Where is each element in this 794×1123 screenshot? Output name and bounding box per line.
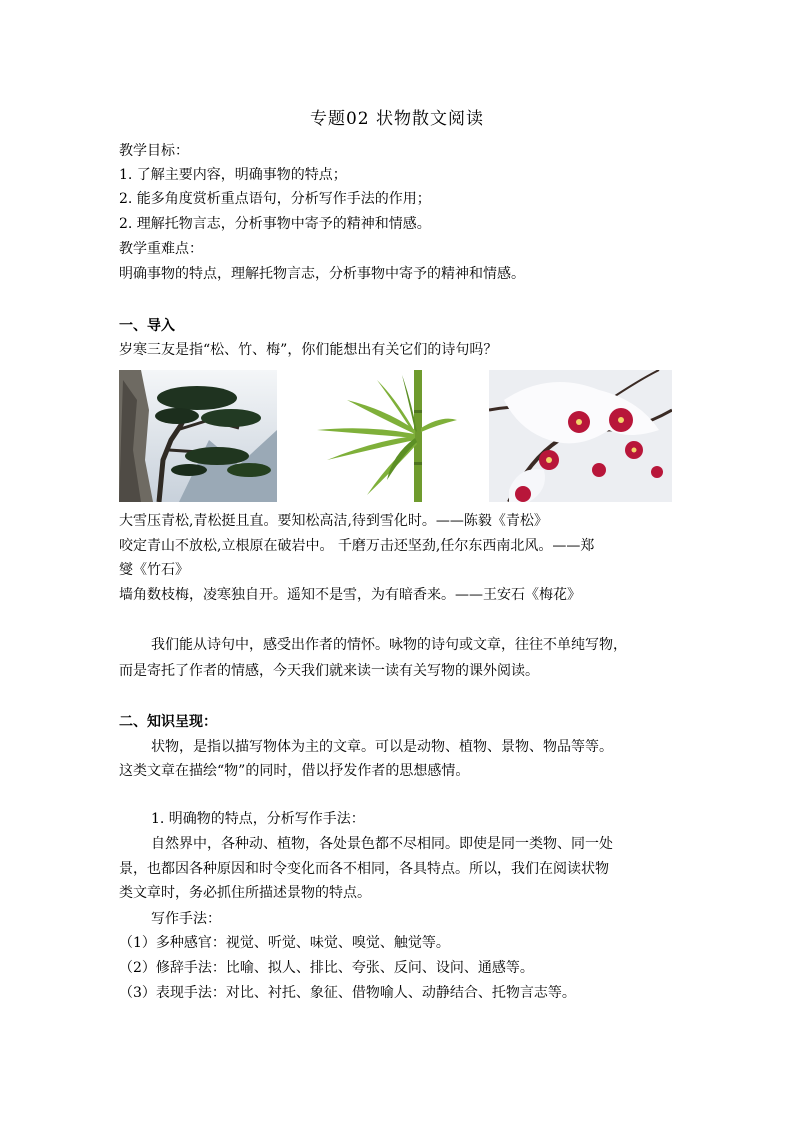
poem-line-2: 咬定青山不放松,立根原在破岩中。 千磨万击还坚劲,任尔东西南北风。——郑 <box>119 538 595 554</box>
goal-item-1: 1. 了解主要内容，明确事物的特点； <box>119 167 347 183</box>
key-text: 明确事物的特点，理解托物言志，分析事物中寄予的精神和情感。 <box>119 266 525 282</box>
point1-line-1: 自然界中，各种动、植物，各处景色都不尽相同。即使是同一类物、同一处 <box>151 836 613 852</box>
plum-blossom-image <box>489 370 672 502</box>
key-heading: 教学重难点： <box>119 241 203 257</box>
section1-question: 岁寒三友是指“松、竹、梅”，你们能想出有关它们的诗句吗？ <box>119 342 498 358</box>
section2-heading: 二、知识呈现： <box>119 714 217 730</box>
section2-intro-line-1: 状物，是指以描写物体为主的文章。可以是动物、植物、景物、物品等等。 <box>151 739 613 755</box>
method-item-1: （1）多种感官：视觉、听觉、味觉、嗅觉、触觉等。 <box>119 935 450 951</box>
image-row <box>119 370 679 502</box>
intro-paragraph-line-2: 而是寄托了作者的情感，今天我们就来读一读有关写物的课外阅读。 <box>119 663 539 679</box>
method-item-3: （3）表现手法：对比、衬托、象征、借物喻人、动静结合、托物言志等。 <box>119 985 576 1001</box>
section2-intro-line-2: 这类文章在描绘“物”的同时，借以抒发作者的思想感情。 <box>119 763 470 779</box>
page-title: 专题02 状物散文阅读 <box>309 109 485 129</box>
poem-line-3: 燮《竹石》 <box>119 562 189 578</box>
goal-item-3: 2. 理解托物言志，分析事物中寄予的精神和情感。 <box>119 216 431 232</box>
method-item-2: （2）修辞手法：比喻、拟人、排比、夸张、反问、设问、通感等。 <box>119 960 534 976</box>
methods-heading: 写作手法： <box>151 911 221 927</box>
goals-heading: 教学目标： <box>119 143 189 159</box>
intro-paragraph-line-1: 我们能从诗句中，感受出作者的情怀。咏物的诗句或文章，往往不单纯写物， <box>151 637 627 653</box>
section1-heading: 一、导入 <box>119 318 175 334</box>
goal-item-2: 2. 能多角度赏析重点语句，分析写作手法的作用； <box>119 191 431 207</box>
point1-line-2: 景，也都因各种原因和时令变化而各不相同，各具特点。所以，我们在阅读状物 <box>119 861 609 877</box>
pine-tree-image <box>119 370 277 502</box>
poem-line-1: 大雪压青松,青松挺且直。要知松高洁,待到雪化时。——陈毅《青松》 <box>119 513 548 529</box>
point1-line-3: 类文章时，务必抓住所描述景物的特点。 <box>119 885 371 901</box>
poem-line-4: 墙角数枝梅，凌寒独自开。遥知不是雪，为有暗香来。——王安石《梅花》 <box>119 587 581 603</box>
bamboo-image <box>307 370 465 502</box>
point1-title: 1. 明确物的特点，分析写作手法： <box>151 811 365 827</box>
